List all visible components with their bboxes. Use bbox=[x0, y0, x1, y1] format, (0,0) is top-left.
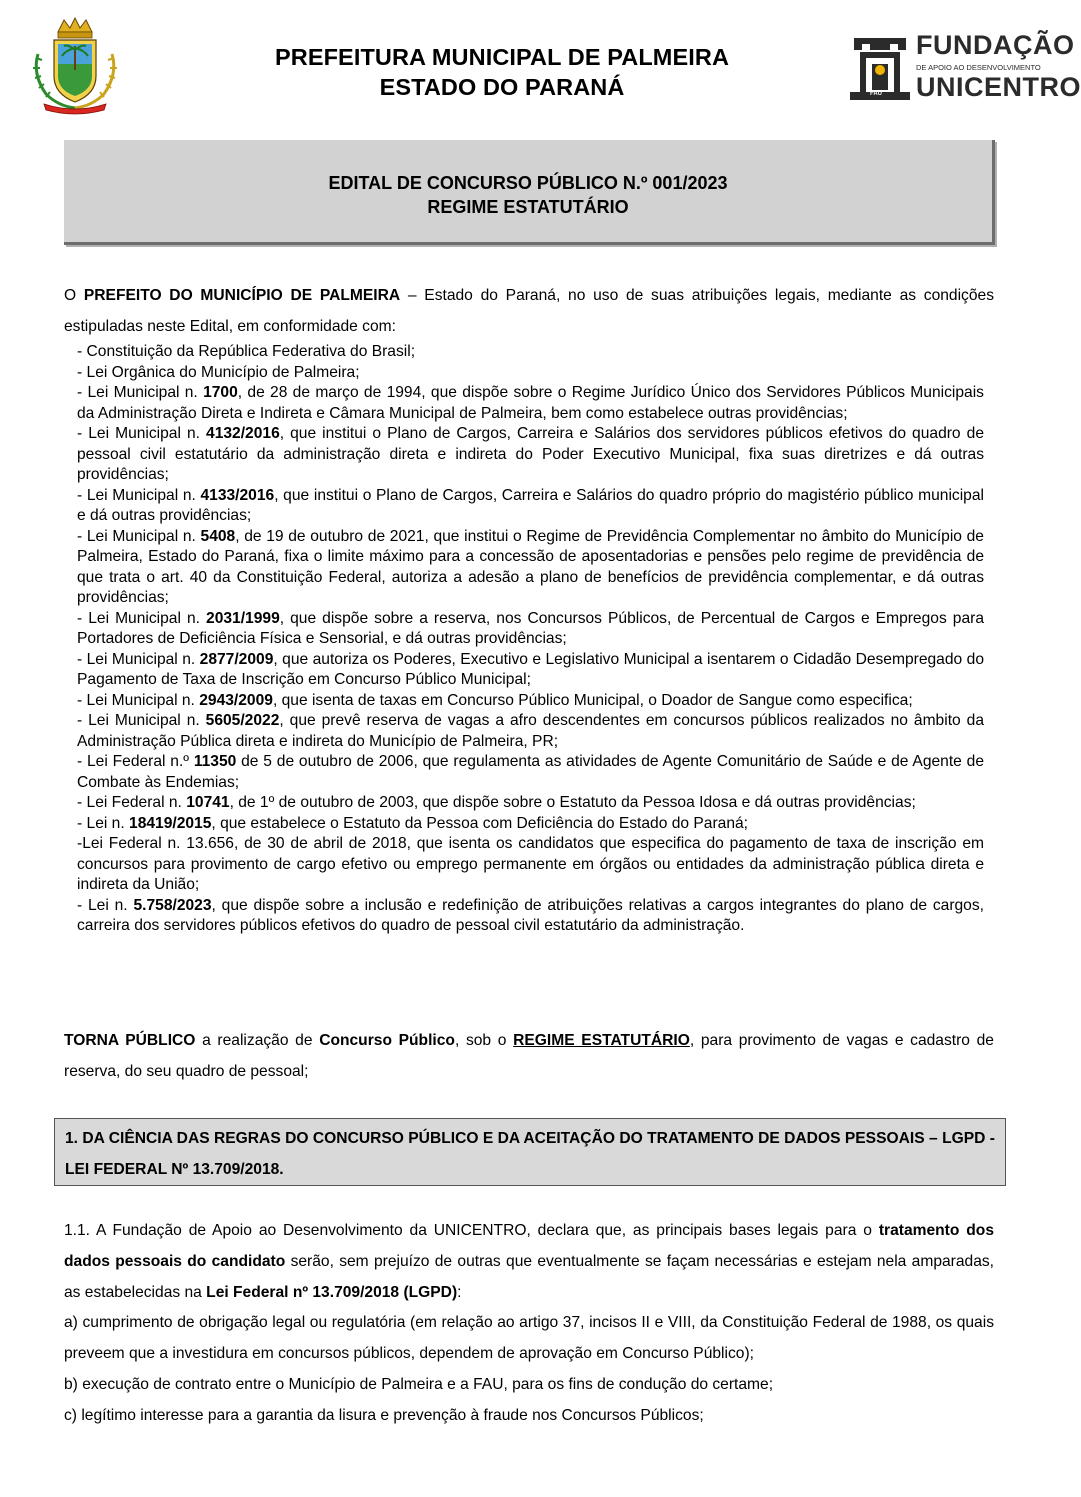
torna-a: TORNA PÚBLICO bbox=[64, 1032, 196, 1049]
logo-text-apoio: DE APOIO AO DESENVOLVIMENTO bbox=[916, 63, 1041, 72]
law-text: - Lei Municipal n. bbox=[77, 609, 207, 627]
law-text: - Lei Municipal n. bbox=[77, 384, 204, 401]
law-list-item bbox=[77, 752, 984, 793]
law-text: - Lei Municipal n. bbox=[77, 486, 201, 504]
law-number: 5605/2022 bbox=[205, 712, 280, 729]
law-description: , que institui o Plano de Cargos, Carreira e Salários do quadro próprio do magistério público municipal e dá outras providências; bbox=[77, 486, 984, 524]
law-text: - Lei n. bbox=[77, 896, 134, 914]
law-list-item bbox=[77, 424, 984, 486]
law-number: 4133/2016 bbox=[200, 486, 275, 504]
law-description: , que autoriza os Poderes, Executivo e Legislativo Municipal a isentarem o Cidadão Desempregado do Pagamento de Taxa de Inscrição em Concurso Público Municipal; bbox=[77, 650, 984, 688]
law-description: de 5 de outubro de 2006, que regulamenta as atividades de Agente Comunitário de Saúde e de Agente de Combate às Endemias; bbox=[77, 753, 984, 791]
header-title-line2: ESTADO DO PARANÁ bbox=[379, 74, 625, 100]
law-description: , de 28 de março de 1994, que dispõe sobre o Regime Jurídico Único dos Servidores Públicos Municipais da Administração Direta e Indireta e Câmara Municipal de Palmeira, bem como estabelece outras providências; bbox=[77, 384, 984, 422]
logo-text-fundacao: FUNDAÇÃO bbox=[916, 30, 1075, 60]
law-description: , que institui o Plano de Cargos, Carreira e Salários dos servidores públicos efetivos do quadro de pessoal civil estatutário da administração direta e indireta do Poder Executivo Municipal, fixa suas diretrizes e dá outras providências; bbox=[77, 425, 984, 483]
p11-lgpd: Lei Federal nº 13.709/2018 (LGPD) bbox=[206, 1284, 458, 1301]
torna-c: Concurso Público bbox=[319, 1032, 455, 1049]
p11-e: : bbox=[457, 1284, 462, 1301]
law-list-item bbox=[77, 342, 984, 363]
p11-a: 1.1. A Fundação de Apoio ao Desenvolvimento da UNICENTRO, declara que, as principais bases legais para o bbox=[64, 1222, 879, 1239]
law-description: , que dispõe sobre a reserva, nos Concursos Públicos, de Percentual de Cargos e Empregos para Portadores de Deficiência Física e Sensorial, e dá outras providências; bbox=[77, 609, 984, 647]
law-list-item bbox=[77, 814, 984, 835]
law-list-item bbox=[77, 383, 984, 424]
law-list-item bbox=[77, 691, 984, 712]
law-text: - Constituição da República Federativa do Brasil; bbox=[77, 343, 416, 360]
torna-publico-paragraph bbox=[64, 1025, 994, 1087]
law-description: , que dispõe sobre a inclusão e redefinição de atribuições relativas a cargos integrantes do plano de cargos, carreira dos servidores públicos efetivos do quadro de pessoal civil estatutário da administração. bbox=[77, 896, 984, 934]
edital-title-box bbox=[64, 140, 995, 245]
logo-text-fau: FAU bbox=[870, 91, 882, 97]
law-text: - Lei Municipal n. bbox=[77, 712, 206, 729]
law-number: 2031/1999 bbox=[206, 609, 280, 627]
intro-text-a: O bbox=[64, 287, 84, 304]
law-list-item bbox=[77, 711, 984, 752]
law-number: 18419/2015 bbox=[129, 814, 212, 832]
law-number: 4132/2016 bbox=[206, 425, 280, 442]
law-number: 10741 bbox=[186, 794, 230, 811]
header-title-line1: PREFEITURA MUNICIPAL DE PALMEIRA bbox=[274, 44, 730, 70]
law-description: , de 19 de outubro de 2021, que institui o Regime de Previdência Complementar no âmbito do Município de Palmeira, Estado do Paraná, fixa o limite máximo para a concessão de aposentadorias e pensões pelo regime de previdência de que trata o art. 40 da Constituição Federal, autoriza a adesão a plano de benefícios de previdência complementar, e dá outras providências; bbox=[77, 527, 984, 606]
law-list-item bbox=[77, 650, 984, 691]
law-description: , de 1º de outubro de 2003, que dispõe sobre o Estatuto da Pessoa Idosa e dá outras providências; bbox=[229, 794, 916, 811]
torna-b: a realização de bbox=[195, 1032, 320, 1049]
coat-of-arms-icon bbox=[24, 14, 126, 114]
logo-text-unicentro: UNICENTRO bbox=[916, 72, 1081, 102]
intro-prefeito: PREFEITO DO MUNICÍPIO DE PALMEIRA bbox=[83, 287, 401, 304]
paragraph-1-1 bbox=[64, 1215, 994, 1308]
torna-f: , para provimento de vagas e cadastro de reserva, do seu quadro de pessoal; bbox=[64, 1032, 994, 1080]
law-list-item bbox=[77, 527, 984, 609]
edital-regime: REGIME ESTATUTÁRIO bbox=[427, 197, 629, 217]
law-number: 11350 bbox=[193, 753, 237, 770]
law-number: 5408 bbox=[200, 527, 236, 545]
law-description: , que isenta de taxas em Concurso Público Municipal, o Doador de Sangue como especifica; bbox=[272, 691, 913, 709]
p11-b: tratamento dos dados pessoais do candidato bbox=[64, 1222, 994, 1270]
law-text: - Lei Orgânica do Município de Palmeira; bbox=[77, 363, 360, 381]
item-a: a) cumprimento de obrigação legal ou regulatória (em relação ao artigo 37, incisos II e VIII, da Constituição Federal de 1988, os quais preveem que a investidura em concursos públicos, dependem de aprovação em Concurso Público); bbox=[64, 1314, 994, 1362]
torna-d: , sob o bbox=[454, 1032, 514, 1049]
item-c: c) legítimo interesse para a garantia da lisura e prevenção à fraude nos Concursos Públicos; bbox=[64, 1407, 704, 1424]
law-text: - Lei Municipal n. bbox=[77, 527, 201, 545]
law-text: - Lei Federal n. bbox=[77, 794, 187, 811]
law-text: -Lei Federal n. 13.656, de 30 de abril de 2018, que isenta os candidatos que especifica do pagamento de taxa de inscrição em concursos para provimento de cargo efetivo ou emprego permanente em órgãos ou entidades da administração pública direta e indireta da União; bbox=[77, 835, 984, 893]
law-number: 5.758/2023 bbox=[133, 896, 212, 914]
section-1-heading-box bbox=[54, 1118, 1006, 1186]
law-text: - Lei Municipal n. bbox=[77, 425, 207, 442]
law-list-item bbox=[77, 793, 984, 814]
fundacao-unicentro-logo bbox=[850, 30, 1081, 102]
law-text: - Lei Federal n.º bbox=[77, 753, 194, 770]
law-text: - Lei Municipal n. bbox=[77, 650, 200, 668]
law-description: , que estabelece o Estatuto da Pessoa com Deficiência do Estado do Paraná; bbox=[211, 814, 748, 832]
law-list-item bbox=[77, 486, 984, 527]
section-1-title: 1. DA CIÊNCIA DAS REGRAS DO CONCURSO PÚBLICO E DA ACEITAÇÃO DO TRATAMENTO DE DADOS PESSOAIS – LGPD - LEI FEDERAL Nº 13.709/2018. bbox=[65, 1130, 995, 1178]
law-text: - Lei Municipal n. bbox=[77, 691, 200, 709]
law-description: , que prevê reserva de vagas a afro descendentes em concursos públicos realizados no âmbito da Administração Pública direta e indireta do Município de Palmeira, PR; bbox=[77, 712, 984, 750]
p11-c: serão, sem prejuízo de outras que eventualmente se façam necessárias e estejam nela amparadas, as estabelecidas na bbox=[64, 1253, 994, 1301]
intro-paragraph bbox=[64, 280, 994, 342]
law-list bbox=[77, 342, 984, 937]
law-number: 2943/2009 bbox=[199, 691, 273, 709]
torna-regime: REGIME ESTATUTÁRIO bbox=[513, 1032, 690, 1049]
item-b: b) execução de contrato entre o Município de Palmeira e a FAU, para os fins de condução do certame; bbox=[64, 1376, 774, 1393]
law-list-item bbox=[77, 834, 984, 896]
intro-text-c: – Estado do Paraná, no uso de suas atribuições legais, mediante as condições estipuladas neste Edital, em conformidade com: bbox=[64, 287, 994, 335]
edital-title: EDITAL DE CONCURSO PÚBLICO N.º 001/2023 bbox=[328, 173, 728, 193]
law-number: 1700 bbox=[203, 384, 238, 401]
law-number: 2877/2009 bbox=[199, 650, 274, 668]
law-list-item bbox=[77, 609, 984, 650]
law-text: - Lei n. bbox=[77, 814, 130, 832]
law-list-item bbox=[77, 363, 984, 384]
law-list-item bbox=[77, 896, 984, 937]
